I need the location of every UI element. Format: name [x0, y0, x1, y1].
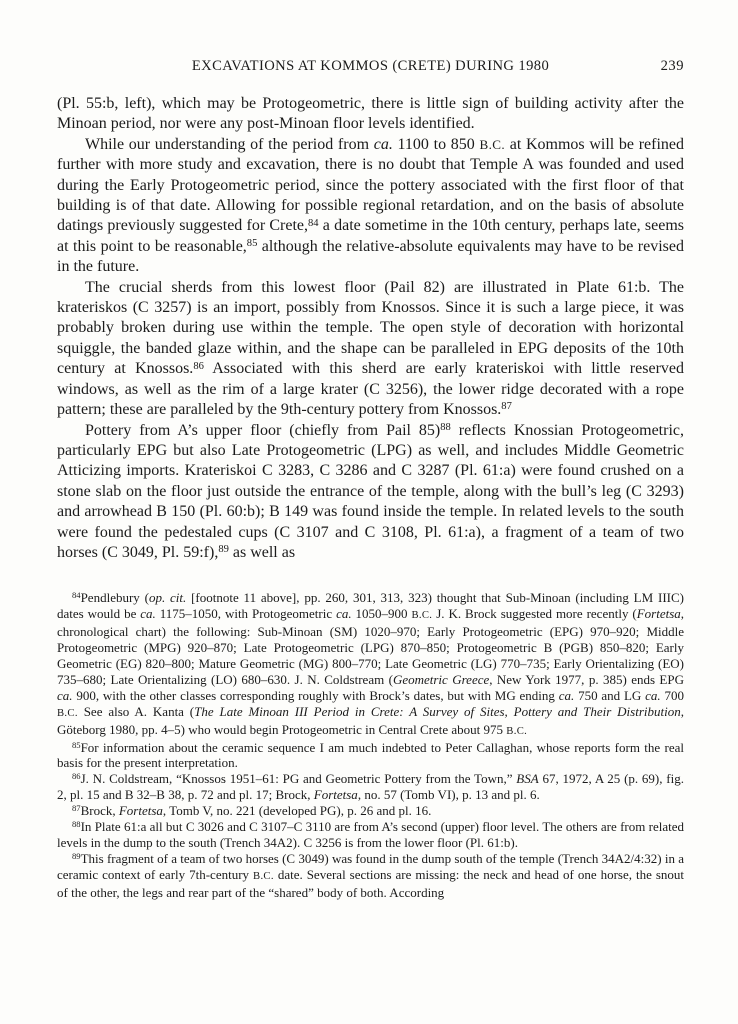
text-run: The Late Minoan III Period in Crete: A Survey of Sites, Pottery and Their Distribution: [194, 703, 681, 719]
text-run: While our understanding of the period from: [85, 135, 374, 153]
text-run: BSA: [516, 771, 539, 787]
text-run: J. N. Coldstream, “Knossos 1951–61: PG and Geometric Pottery from the Town,”: [80, 771, 517, 787]
footnote: [57, 740, 684, 772]
text-run: B.C.: [57, 707, 78, 719]
text-run: B.C.: [506, 725, 528, 737]
text-run: 1050–900: [351, 606, 412, 622]
text-run: Pottery from A’s upper floor (chiefly from Pail 85): [85, 421, 441, 439]
text-run: [footnote 11 above], pp. 260, 301, 313, 323) thought that Sub-Minoan (including LM IIIC) dates would be: [57, 590, 684, 622]
text-run: Fortetsa: [636, 606, 681, 622]
running-header: [57, 58, 684, 78]
page-content: [57, 58, 684, 901]
text-run: 1175–1050, with Protogeometric: [155, 606, 337, 622]
text-run: B.C.: [253, 870, 274, 882]
text-run: See also A. Kanta (: [77, 703, 195, 719]
text-run: although the relative-absolute equivalents may have to be revised in the future.: [57, 237, 684, 276]
footnote-reference: 89: [218, 544, 229, 556]
text-run: 1100 to 850: [392, 135, 480, 153]
footnote-reference: 84: [308, 217, 319, 229]
text-run: Brock,: [80, 803, 119, 819]
body-paragraph: [57, 421, 684, 564]
footnote: [57, 771, 684, 803]
footnote-reference: 89: [72, 850, 81, 861]
footnote-reference: 88: [440, 421, 451, 433]
text-run: at Kommos will be refined further with more study and excavation, there is no doubt that Temple A was founded and used during the Early Protogeometric period, since the pottery associated with the first floor of that building is of that date. Allowing for possible regional retardation, and on the basis of absolute datings previously suggested for Crete,: [57, 135, 685, 235]
text-run: ca.: [373, 135, 393, 153]
footnotes: [57, 590, 684, 900]
text-run: Associated with this sherd are early krateriskoi with little reserved windows, as well as the rim of a large krater (C 3256), the lower ridge decorated with a rope pattern; these are paralleled by the 9th-century pottery from Knossos.: [57, 360, 684, 419]
text-run: reflects Knossian Protogeometric, particularly EPG but also Late Protogeometric (LPG) as well, and includes Middle Geometric Atticizing imports. Krateriskoi C 3283, C 3286 and C 3287 (Pl. 61:a) were found crushed on a stone slab on the floor just outside the entrance of the temple, along with the bull’s leg (C 3293) and arrowhead B 150 (Pl. 60:b); B 149 was found inside the temple. In related levels to the south were found the pedestaled cups (C 3107 and C 3108, Pl. 61:a), a fragment of a team of two horses (C 3049, Pl. 59:f),: [57, 421, 684, 561]
text-run: a date sometime in the 10th century, perhaps late, seems at this point to be reasonable,: [57, 217, 684, 255]
footnote-reference: 85: [72, 739, 81, 750]
text-run: as well as: [228, 543, 296, 561]
footnote-reference: 85: [246, 238, 258, 250]
text-run: 900, with the other classes corresponding roughly with Brock’s dates, but with MG ending: [72, 687, 559, 703]
text-run: 750 and LG: [574, 687, 646, 703]
text-run: ca.: [57, 687, 73, 703]
text-run: Fortetsa: [118, 803, 163, 819]
body-paragraph: [57, 278, 684, 421]
text-run: B.C.: [411, 610, 433, 622]
text-run: This fragment of a team of two horses (C 3049) was found in the dump south of the temple (Trench 34A2/4:32) in a ceramic context of early 7th-century: [57, 850, 684, 882]
footnote: [57, 819, 684, 851]
footnote-reference: 87: [501, 401, 512, 413]
text-run: ca.: [645, 687, 661, 703]
footnote: [57, 851, 684, 901]
text-run: , no. 57 (Tomb VI), p. 13 and pl. 6.: [357, 787, 540, 803]
text-run: Fortetsa: [313, 787, 358, 803]
text-run: J. K. Brock suggested more recently (: [432, 606, 637, 622]
text-run: 67, 1972, A 25 (p. 69), fig. 2, pl. 15 and B 32–B 38, p. 72 and pl. 17; Brock,: [57, 771, 684, 803]
text-run: op. cit.: [148, 590, 187, 606]
footnote-reference: 86: [193, 360, 204, 372]
body-paragraphs: [57, 94, 684, 563]
footnote: [57, 803, 684, 819]
text-run: The crucial sherds from this lowest floor (Pail 82) are illustrated in Plate 61:b. The krateriskos (C 3257) is an import, possibly from Knossos. Since it is such a large piece, it was probably broken during use within the temple. The open style of decoration with horizontal squiggle, the banded glaze within, and the shape can be paralleled in EPG deposits of the 10th century at Knossos.: [57, 278, 684, 378]
footnote-reference: 86: [72, 771, 81, 782]
body-paragraph: [57, 135, 684, 278]
footnote-reference: 88: [72, 819, 81, 830]
body-paragraph: [57, 94, 684, 135]
text-run: date. Several sections are missing: the neck and head of one horse, the snout of the other, the legs and rear part of the “shared” body of both. According: [57, 866, 684, 900]
footnote-reference: 84: [72, 590, 81, 601]
text-run: For information about the ceramic sequence I am much indebted to Peter Callaghan, whose reports form the real basis for the present interpretation.: [57, 739, 684, 771]
text-run: , Göteborg 1980, pp. 4–5) who would begin Protogeometric in Central Crete about 975: [57, 703, 684, 737]
text-run: Pendlebury (: [80, 590, 149, 606]
text-run: Geometric Greece: [392, 671, 490, 687]
page-title: EXCAVATIONS AT KOMMOS (CRETE) DURING 1980: [191, 58, 550, 74]
text-run: , New York 1977, p. 385) ends EPG: [489, 671, 684, 687]
text-run: , chronological chart) the following: Sub-Minoan (SM) 1020–970; Early Protogeometric (EPG) 970–920; Middle Protogeometric (MPG) 920–870; Late Protogeometric (LPG) 870–850; Protogeometric B (PGB) 850–820; Early Geometric (EG) 820–800; Mature Geometric (MG) 800–770; Late Geometric (LG) 770–735; Early Orientalizing (EO) 735–680; Late Orientalizing (LO) 680–630. J. N. Coldstream (: [57, 606, 685, 687]
text-run: ca.: [558, 687, 575, 703]
text-run: ca.: [140, 606, 156, 622]
page-number: 239: [660, 58, 684, 74]
footnote-reference: 87: [72, 803, 81, 814]
text-run: (Pl. 55:b, left), which may be Protogeometric, there is little sign of building activity after the Minoan period, nor were any post-Minoan floor levels identified.: [57, 95, 684, 133]
text-run: B.C.: [479, 136, 506, 152]
text-run: , Tomb V, no. 221 (developed PG), p. 26 and pl. 16.: [162, 803, 432, 819]
text-run: ca.: [336, 606, 352, 622]
footnote: [57, 590, 684, 739]
text-run: 700: [660, 687, 684, 703]
text-run: In Plate 61:a all but C 3026 and C 3107–C 3110 are from A’s second (upper) floor level. The others are from related levels in the dump to the south (Trench 34A2). C 3256 is from the lower floor (Pl. 61:b).: [57, 819, 684, 850]
